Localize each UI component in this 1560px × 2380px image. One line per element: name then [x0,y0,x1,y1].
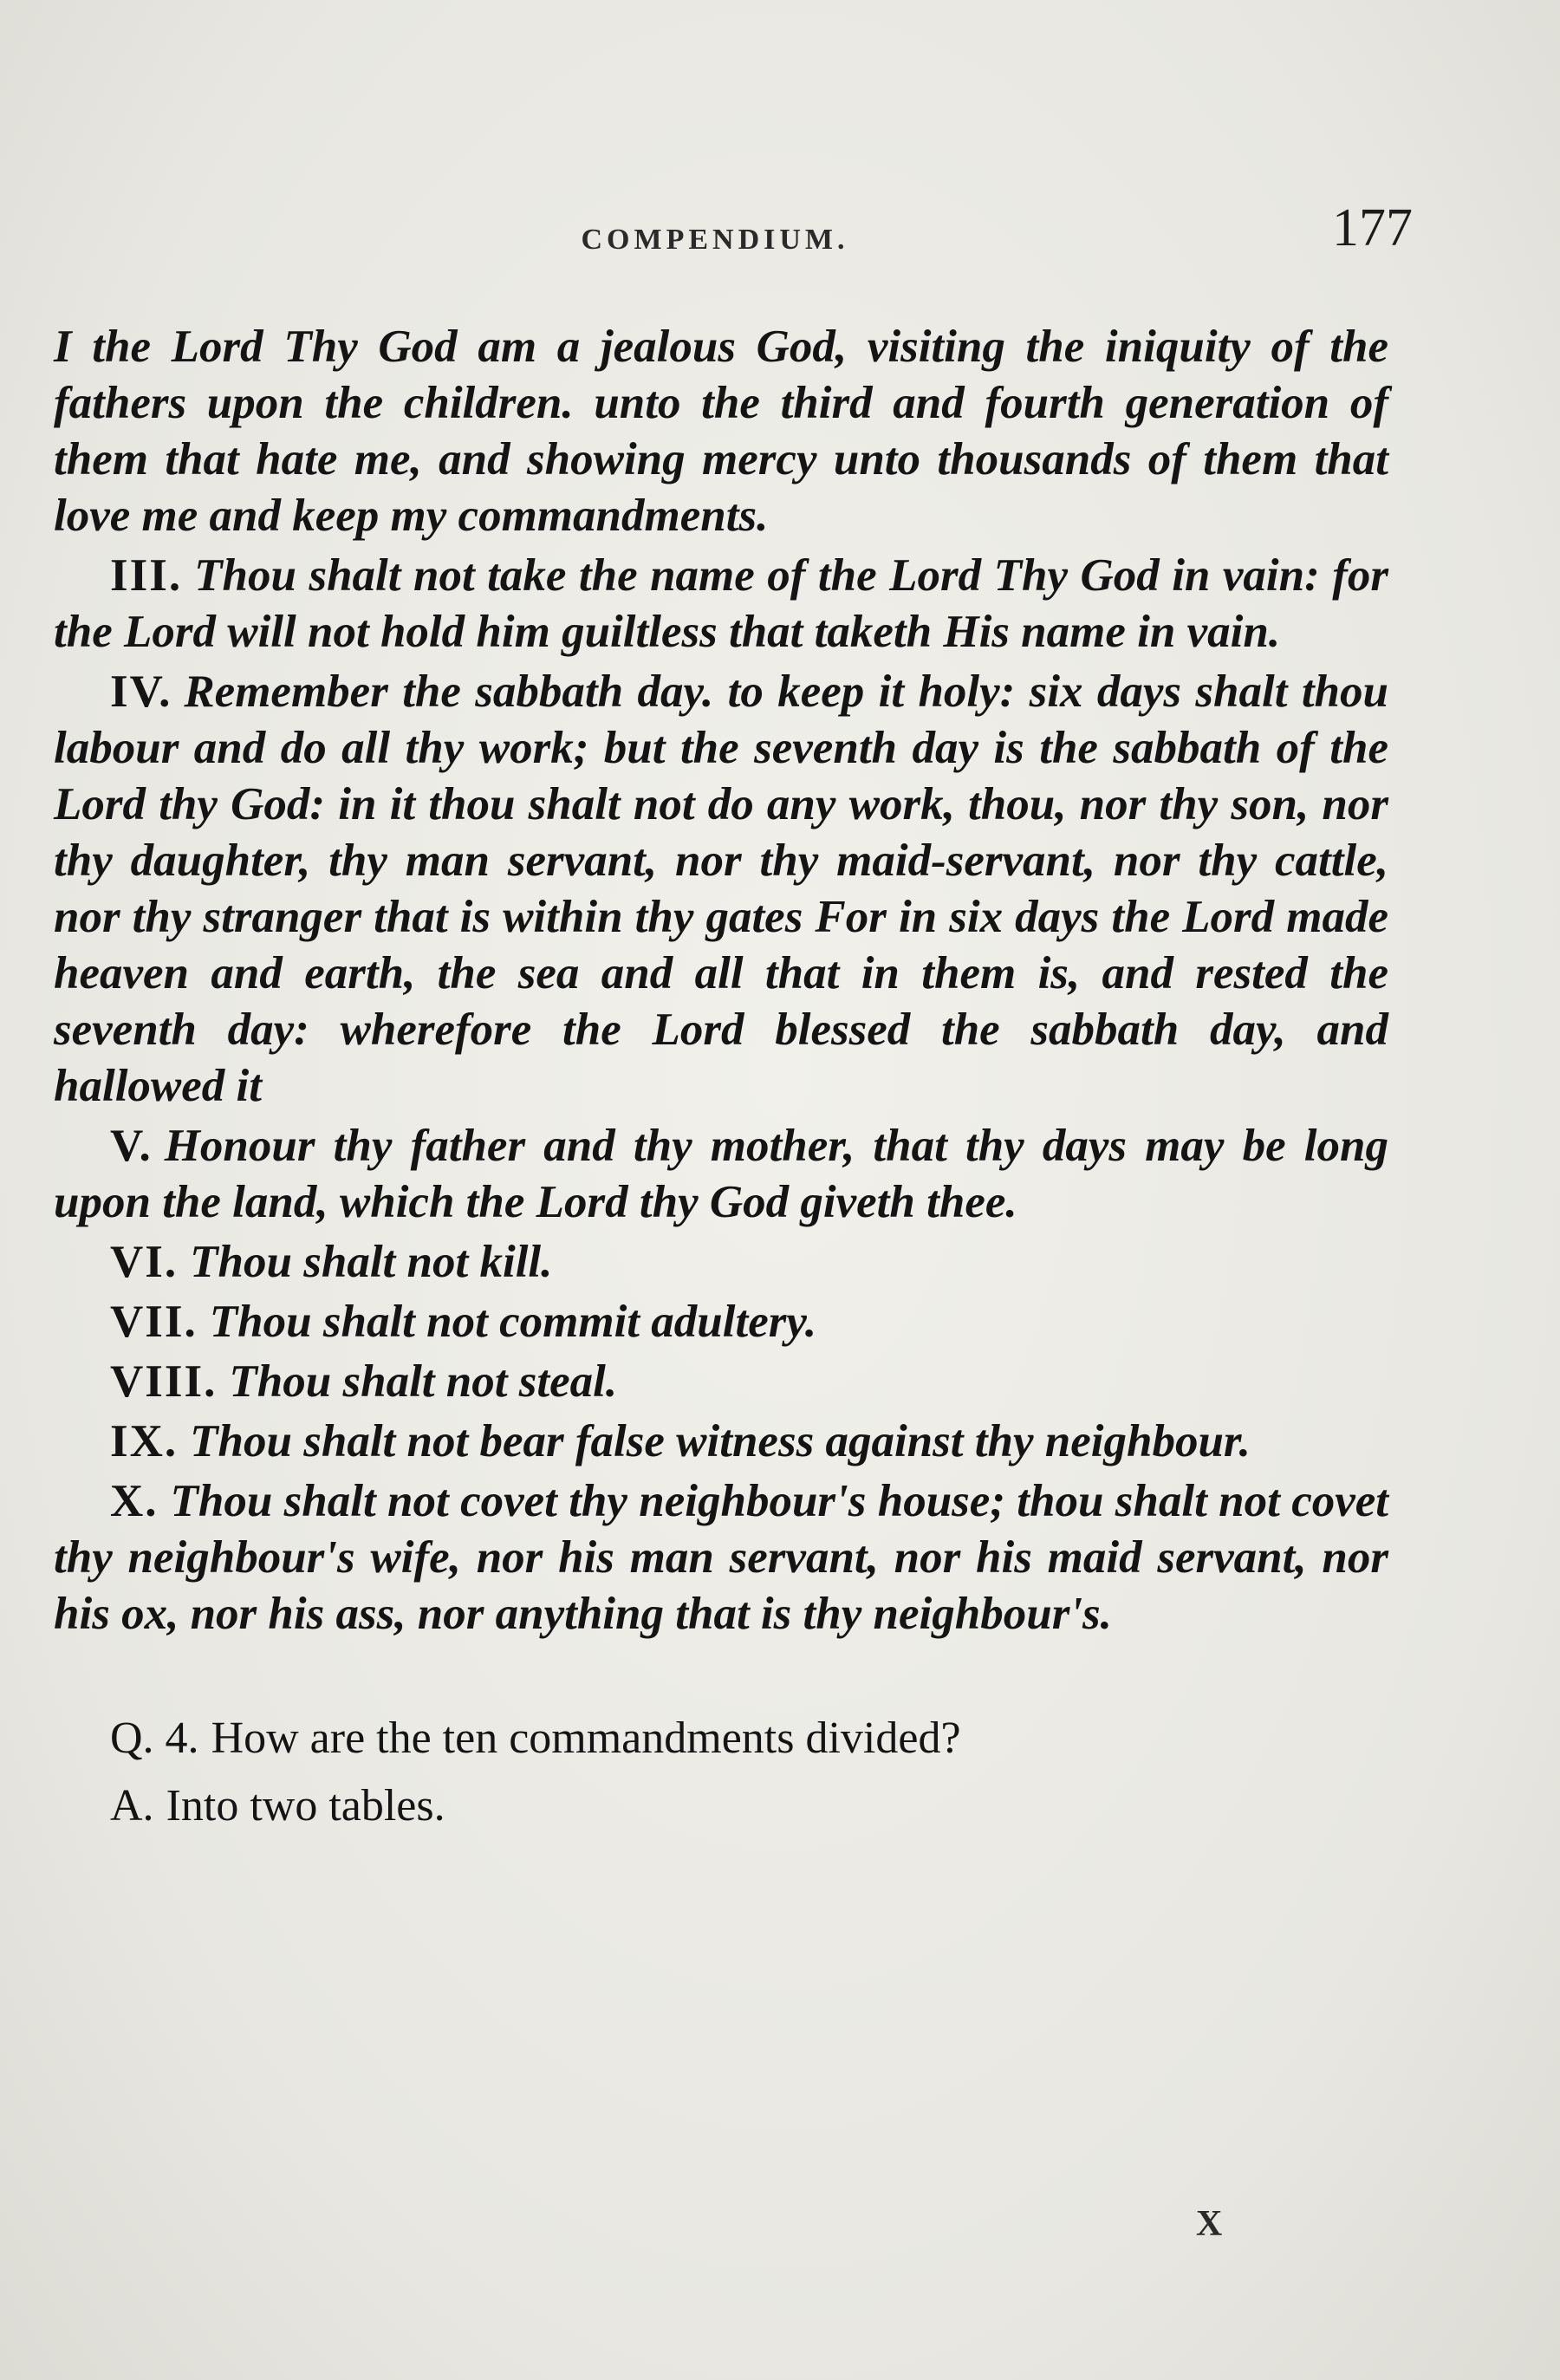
commandment-text: I the Lord Thy God am a jealous God, visiting the iniquity of the fathers upon the children. unto the third and fourth generation of them that hate me, and showing mercy unto thousands of them that love me and keep my commandments. [54,322,1388,541]
commandment-text: Thou shalt not steal. [229,1356,618,1407]
question-text: How are the ten commandments divided? [211,1713,961,1763]
commandment-text: Honour thy father and thy mother, that thy days may be long upon the land, which the Lord thy God giveth thee. [54,1121,1388,1227]
commandment-numeral: IV. [110,667,172,717]
commandment-paragraph [54,1646,1388,1702]
commandment-numeral: X. [110,1476,159,1526]
commandment-numeral: VIII. [110,1356,218,1407]
commandment-paragraph [54,548,1388,660]
commandment-paragraph [54,664,1388,1115]
commandment-text: Thou shalt not bear false witness against thy neighbour. [190,1416,1251,1466]
commandment-paragraph [54,1414,1388,1470]
commandment-text: Thou shalt not covet thy neighbour's house; thou shalt not covet thy neighbour's wife, nor his man servant, nor his maid servant, nor his ox, nor his ass, nor anything that is thy neighbour's. [54,1476,1388,1639]
commandment-paragraph [54,319,1388,544]
running-title: COMPENDIUM. [581,224,849,256]
commandment-numeral: VI. [110,1237,179,1287]
commandment-numeral: VII. [110,1297,198,1347]
commandment-paragraph [54,1473,1388,1642]
commandment-numeral: III. [110,550,183,601]
page-number: 177 [1332,198,1413,257]
question-label: Q. 4. [110,1713,199,1763]
commandment-text: Remember the sabbath day. to keep it holy: six days shalt thou labour and do all thy work; but the seventh day is the sabbath of the Lord thy God: in it thou shalt not do any work, thou, nor thy son, nor thy daughter, thy man servant, nor thy maid-servant, nor thy cattle, nor thy stranger that is within thy gates For in six days the Lord made heaven and earth, the sea and all that in them is, and rested the seventh day: wherefore the Lord blessed the sabbath day, and hallowed it [54,667,1388,1111]
body-text [54,319,1388,1837]
commandment-numeral: V. [110,1121,153,1171]
commandment-text: Thou shalt not take the name of the Lord Thy God in vain: for the Lord will not hold him guiltless that taketh His name in vain. [54,550,1388,657]
commandment-paragraph [54,1354,1388,1410]
signature-mark: X [1196,2204,1223,2244]
question [54,1707,1388,1770]
commandment-paragraph [54,1118,1388,1231]
commandment-text: Thou shalt not commit adultery. [209,1297,817,1347]
commandment-numeral: IX. [110,1416,179,1466]
answer-text: Into two tables. [166,1781,445,1831]
answer [54,1775,1388,1837]
page-header [52,198,1413,276]
commandment-paragraph [54,1294,1388,1350]
answer-label: A. [110,1781,154,1831]
commandment-paragraph [54,1234,1388,1291]
commandment-text: Thou shalt not kill. [190,1237,553,1287]
